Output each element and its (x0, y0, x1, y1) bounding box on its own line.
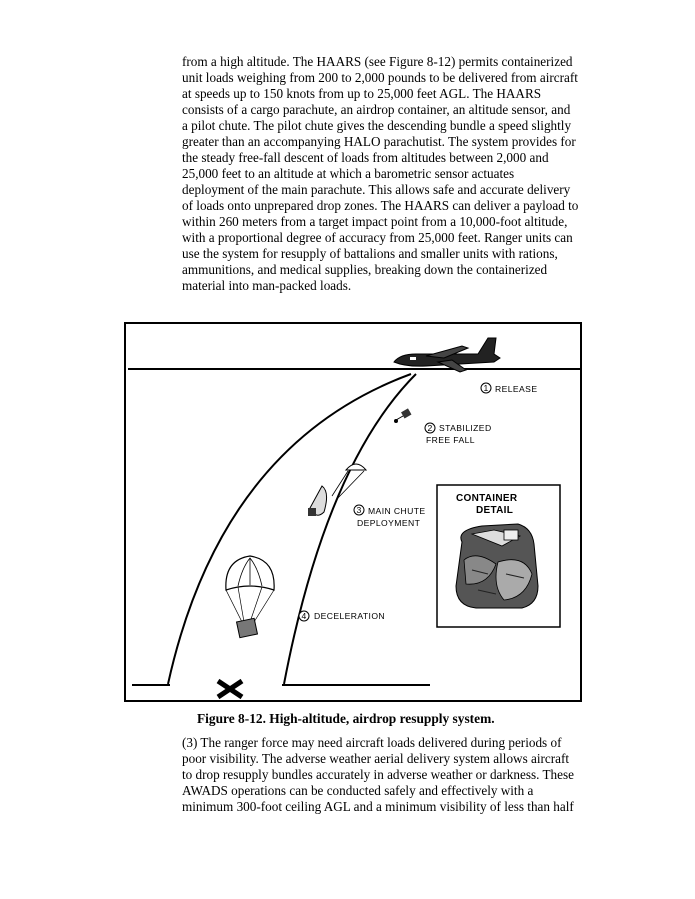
container-detail-title-1: CONTAINER (456, 493, 518, 504)
step-1-number: 1 (483, 383, 489, 393)
text-line: at speeds up to 150 knots from up to 25,000 feet AGL. The HAARS (182, 86, 542, 101)
step-3-number: 3 (356, 505, 362, 515)
label-deceleration: DECELERATION (314, 611, 386, 621)
step-2-number: 2 (427, 423, 433, 433)
text-line: a pilot chute. The pilot chute gives the descending bundle a speed slightly (182, 118, 572, 133)
figure-8-12 (124, 322, 582, 702)
label-stabilized-1: STABILIZED (439, 423, 492, 433)
trajectory-left (168, 374, 411, 684)
text-line: of loads onto unprepared drop zones. The HAARS can deliver a payload to (182, 198, 579, 213)
figure-caption: Figure 8-12. High-altitude, airdrop resupply system. (197, 711, 495, 726)
label-release: RELEASE (495, 384, 538, 394)
text-line: to drop resupply bundles accurately in adverse weather or darkness. These (182, 767, 574, 782)
label-main-chute-1: MAIN CHUTE (368, 506, 426, 516)
text-line: poor visibility. The adverse weather aerial delivery system allows aircraft (182, 751, 570, 766)
text-line: consists of a cargo parachute, an airdrop container, an altitude sensor, and (182, 102, 571, 117)
label-main-chute-2: DEPLOYMENT (357, 518, 421, 528)
text-line: with a proportional degree of accuracy from 25,000 feet. Ranger units can (182, 230, 573, 245)
text-line: deployment of the main parachute. This allows safe and accurate delivery (182, 182, 571, 197)
body-paragraph-top (182, 54, 602, 294)
step-4-number: 4 (301, 611, 307, 621)
text-line: use the system for resupply of battalions and smaller units with rations, (182, 246, 558, 261)
aircraft-icon (394, 338, 500, 372)
text-line: greater than an accompanying HALO parachutist. The system provides for (182, 134, 576, 149)
text-line: ammunitions, and medical supplies, breaking down the containerized (182, 262, 548, 277)
container-detail-title-2: DETAIL (476, 505, 514, 516)
text-line: the steady free-fall descent of loads from altitudes between 2,000 and (182, 150, 549, 165)
stabilized-bundle-icon (394, 408, 411, 423)
text-line: material into man-packed loads. (182, 278, 352, 293)
impact-x-icon (218, 681, 242, 697)
body-paragraph-bottom (182, 735, 602, 815)
text-line: within 260 meters from a target impact point from a 10,000-foot altitude, (182, 214, 568, 229)
text-line: AWADS operations can be conducted safely and effectively with a (182, 783, 534, 798)
text-line: unit loads weighing from 200 to 2,000 pounds to be delivered from aircraft (182, 70, 578, 85)
deceleration-parachute-icon (226, 556, 274, 638)
text-line: minimum 300-foot ceiling AGL and a minimum visibility of less than half (182, 799, 574, 814)
container-bundle-icon (456, 524, 538, 608)
label-stabilized-2: FREE FALL (426, 435, 475, 445)
text-line: 25,000 feet to an altitude at which a barometric sensor actuates (182, 166, 515, 181)
airdrop-diagram (126, 324, 580, 700)
text-line: from a high altitude. The HAARS (see Figure 8-12) permits containerized (182, 54, 573, 69)
text-line: (3) The ranger force may need aircraft loads delivered during periods of (182, 735, 562, 750)
